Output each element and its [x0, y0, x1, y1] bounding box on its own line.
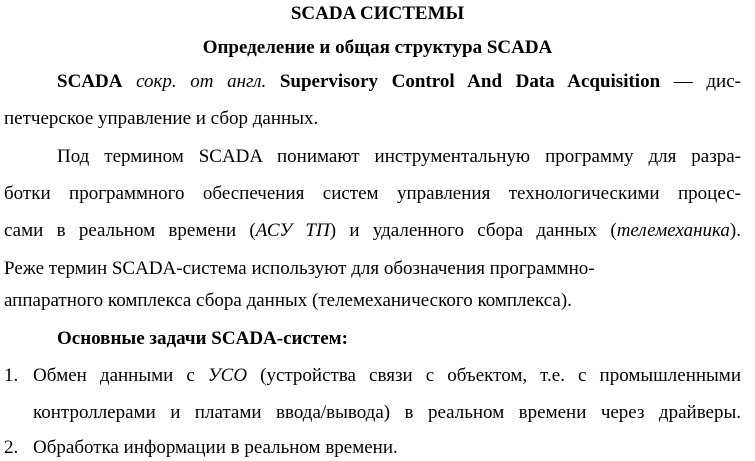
definition-line [57, 70, 741, 94]
paragraph-line [4, 219, 741, 243]
tasks-heading: Основные задачи SCADA-систем: [57, 328, 348, 349]
definition-line-2: петчерское управление и сбор данных. [4, 108, 319, 129]
list-item [0, 364, 755, 388]
paragraph-line: Под термином SCADA понимают инструментальную программу для разра- [57, 146, 741, 167]
paragraph-line: аппаратного комплекса сбора данных (телемеханического комплекса). [4, 290, 572, 311]
paragraph-text: сами в реальном времени ( [4, 220, 256, 241]
list-item-italic: УСО [207, 365, 248, 386]
list-item-continuation: контроллерами и платами ввода/вывода) в реальном времени через драйверы. [33, 402, 741, 423]
list-item-text: Обработка информации в реальном времени. [33, 437, 398, 458]
list-item-number: 1. [4, 365, 19, 386]
list-item [0, 436, 755, 460]
paragraph-italic: телемеханика [616, 220, 730, 241]
definition-abbr: сокр. от англ. [136, 71, 267, 92]
definition-term: SCADA [57, 71, 123, 92]
list-item-text-part: Обмен данными с [33, 365, 208, 386]
definition-dash: — дис- [673, 71, 741, 92]
paragraph-line: ботки программного обеспечения систем управления технологическими процес- [4, 183, 741, 204]
list-item-number: 2. [4, 437, 19, 458]
paragraph-line: Реже термин SCADA-система используют для обозначения программно- [4, 258, 595, 279]
list-item-text [33, 364, 741, 388]
paragraph-italic: АСУ ТП [255, 220, 330, 241]
paragraph-text: ). [729, 220, 741, 241]
paragraph-text: ) и удаленного сбора данных ( [329, 220, 617, 241]
list-item-text-part: (устройства связи с объектом, т.е. с промышленными [247, 365, 741, 386]
section-heading: Определение и общая структура SCADA [202, 37, 553, 58]
definition-full: Supervisory Control And Data Acquisition [279, 71, 661, 92]
document-title: SCADA СИСТЕМЫ [290, 3, 465, 24]
